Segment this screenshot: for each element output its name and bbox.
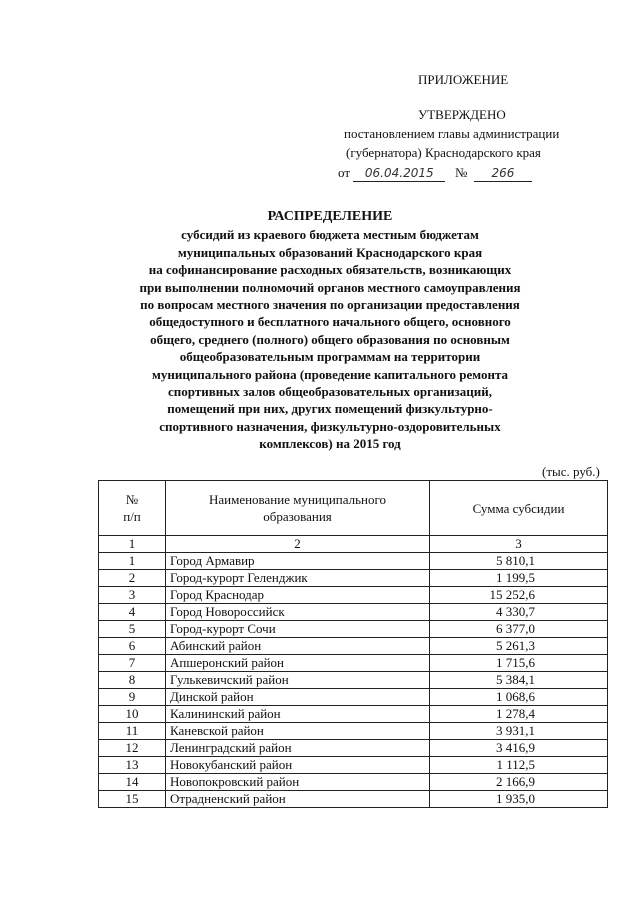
index-cell: 2	[166, 536, 430, 553]
row-number: 10	[99, 706, 166, 723]
row-name: Апшеронский район	[166, 655, 430, 672]
row-number: 11	[99, 723, 166, 740]
title-line: комплексов) на 2015 год	[259, 436, 401, 452]
document-title	[80, 208, 580, 453]
row-sum: 5 384,1	[430, 672, 608, 689]
title-line: при выполнении полномочий органов местного самоуправления	[139, 279, 521, 295]
header-name: Наименование муниципального образования	[166, 481, 430, 536]
decree-number: 266	[474, 166, 532, 182]
number-sign: №	[455, 165, 468, 180]
row-sum: 6 377,0	[430, 621, 608, 638]
row-sum: 1 715,6	[430, 655, 608, 672]
table-row	[99, 587, 608, 604]
title-line: по вопросам местного значения по организации предоставления	[140, 297, 520, 313]
row-name: Калининский район	[166, 706, 430, 723]
title-line: общего, среднего (полного) общего образования по основным	[150, 331, 510, 347]
title-line: муниципальных образований Краснодарского края	[177, 244, 483, 260]
row-number: 9	[99, 689, 166, 706]
row-name: Каневской район	[166, 723, 430, 740]
row-name: Динской район	[166, 689, 430, 706]
row-sum: 3 931,1	[430, 723, 608, 740]
subsidy-table	[98, 480, 608, 808]
title-line: субсидий из краевого бюджета местным бюджетам	[181, 227, 479, 243]
approval-header	[338, 70, 628, 182]
row-number: 2	[99, 570, 166, 587]
row-number: 1	[99, 553, 166, 570]
table-row	[99, 570, 608, 587]
row-sum: 4 330,7	[430, 604, 608, 621]
row-sum: 1 935,0	[430, 791, 608, 808]
units-label: (тыс. руб.)	[542, 464, 600, 479]
title-line: на софинансирование расходных обязательств, возникающих	[148, 262, 512, 278]
table-row	[99, 723, 608, 740]
row-name: Новопокровский район	[166, 774, 430, 791]
approved-label: УТВЕРЖДЕНО	[418, 107, 506, 122]
decree-date-line	[338, 163, 628, 182]
table-row	[99, 672, 608, 689]
row-name: Гулькевичский район	[166, 672, 430, 689]
index-cell: 3	[430, 536, 608, 553]
row-sum: 5 810,1	[430, 553, 608, 570]
title-line: общедоступного и бесплатного начального общего, основного	[149, 314, 511, 330]
table-row	[99, 604, 608, 621]
row-name: Город-курорт Геленджик	[166, 570, 430, 587]
row-number: 14	[99, 774, 166, 791]
row-number: 5	[99, 621, 166, 638]
title-line: муниципального района (проведение капитального ремонта	[151, 366, 509, 382]
table-row	[99, 655, 608, 672]
row-name: Город-курорт Сочи	[166, 621, 430, 638]
column-index-row	[99, 536, 608, 553]
table-row	[99, 553, 608, 570]
row-sum: 1 199,5	[430, 570, 608, 587]
row-sum: 1 112,5	[430, 757, 608, 774]
row-name: Город Новороссийск	[166, 604, 430, 621]
table-row	[99, 757, 608, 774]
table-header-row	[99, 481, 608, 536]
table-row	[99, 638, 608, 655]
row-name: Отрадненский район	[166, 791, 430, 808]
row-name: Новокубанский район	[166, 757, 430, 774]
table-row	[99, 689, 608, 706]
table-row	[99, 740, 608, 757]
title-line: спортивного назначения, физкультурно-оздоровительных	[159, 418, 501, 434]
title-line: помещений при них, других помещений физкультурно-	[167, 401, 493, 417]
row-number: 7	[99, 655, 166, 672]
title-line: общеобразовательным программам на территории	[179, 349, 481, 365]
header-sum: Сумма субсидии	[430, 481, 608, 536]
row-sum: 2 166,9	[430, 774, 608, 791]
row-name: Абинский район	[166, 638, 430, 655]
row-number: 13	[99, 757, 166, 774]
decree-date: 06.04.2015	[353, 166, 445, 182]
decree-line-1: постановлением главы администрации	[344, 126, 560, 141]
header-number: № п/п	[99, 481, 166, 536]
row-name: Ленинградский район	[166, 740, 430, 757]
decree-line-2: (губернатора) Краснодарского края	[346, 145, 541, 160]
title-main: РАСПРЕДЕЛЕНИЕ	[267, 209, 393, 224]
appendix-label: ПРИЛОЖЕНИЕ	[418, 72, 509, 87]
row-number: 15	[99, 791, 166, 808]
table-row	[99, 706, 608, 723]
title-line: спортивных залов общеобразовательных организаций,	[168, 384, 492, 400]
row-number: 3	[99, 587, 166, 604]
table-row	[99, 621, 608, 638]
date-prefix: от	[338, 165, 351, 180]
row-number: 8	[99, 672, 166, 689]
row-sum: 5 261,3	[430, 638, 608, 655]
row-sum: 1 068,6	[430, 689, 608, 706]
table-row	[99, 774, 608, 791]
table-row	[99, 791, 608, 808]
row-name: Город Краснодар	[166, 587, 430, 604]
row-number: 6	[99, 638, 166, 655]
row-number: 12	[99, 740, 166, 757]
index-cell: 1	[99, 536, 166, 553]
row-sum: 1 278,4	[430, 706, 608, 723]
row-number: 4	[99, 604, 166, 621]
row-name: Город Армавир	[166, 553, 430, 570]
row-sum: 15 252,6	[430, 587, 608, 604]
row-sum: 3 416,9	[430, 740, 608, 757]
